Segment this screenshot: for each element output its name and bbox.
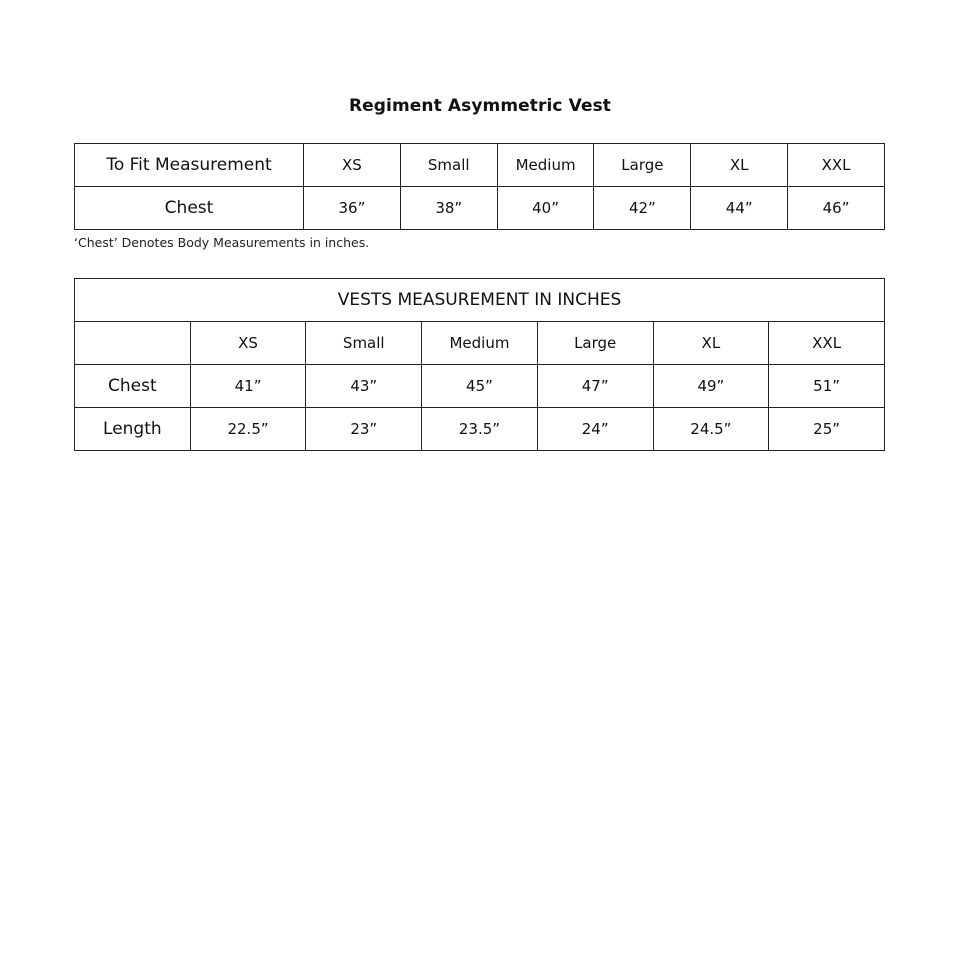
vest-measurement-table — [74, 278, 885, 451]
value-cell: 23.5” — [422, 408, 538, 451]
value-cell: 43” — [306, 365, 422, 408]
fit-measurement-table — [74, 143, 885, 230]
table-title-row — [75, 279, 885, 322]
value-cell: 36” — [304, 187, 401, 230]
size-header-cell: Large — [537, 322, 653, 365]
value-cell: 24” — [537, 408, 653, 451]
row-label-cell: Chest — [75, 187, 304, 230]
value-cell: 46” — [788, 187, 885, 230]
measurement-note: ‘Chest’ Denotes Body Measurements in inches. — [74, 235, 370, 250]
size-header-cell: XS — [304, 144, 401, 187]
value-cell: 47” — [537, 365, 653, 408]
value-cell: 45” — [422, 365, 538, 408]
value-cell: 41” — [190, 365, 306, 408]
table-header-row — [75, 144, 885, 187]
table-row — [75, 365, 885, 408]
size-header-cell: XXL — [769, 322, 885, 365]
size-header-cell: XL — [653, 322, 769, 365]
value-cell: 24.5” — [653, 408, 769, 451]
size-header-cell: Small — [306, 322, 422, 365]
size-header-cell: Medium — [497, 144, 594, 187]
size-header-cell: XXL — [788, 144, 885, 187]
size-header-cell: Medium — [422, 322, 538, 365]
row-label-cell: Length — [75, 408, 191, 451]
table-row — [75, 408, 885, 451]
value-cell: 51” — [769, 365, 885, 408]
table-header-row — [75, 322, 885, 365]
value-cell: 22.5” — [190, 408, 306, 451]
header-label-cell: To Fit Measurement — [75, 144, 304, 187]
value-cell: 49” — [653, 365, 769, 408]
value-cell: 38” — [400, 187, 497, 230]
value-cell: 44” — [691, 187, 788, 230]
page-title: Regiment Asymmetric Vest — [348, 96, 612, 116]
size-header-cell: XL — [691, 144, 788, 187]
row-label-cell: Chest — [75, 365, 191, 408]
header-label-cell — [75, 322, 191, 365]
value-cell: 40” — [497, 187, 594, 230]
value-cell: 42” — [594, 187, 691, 230]
value-cell: 25” — [769, 408, 885, 451]
size-header-cell: XS — [190, 322, 306, 365]
table-row — [75, 187, 885, 230]
size-header-cell: Large — [594, 144, 691, 187]
table-title-cell: VESTS MEASUREMENT IN INCHES — [75, 279, 885, 322]
size-header-cell: Small — [400, 144, 497, 187]
value-cell: 23” — [306, 408, 422, 451]
